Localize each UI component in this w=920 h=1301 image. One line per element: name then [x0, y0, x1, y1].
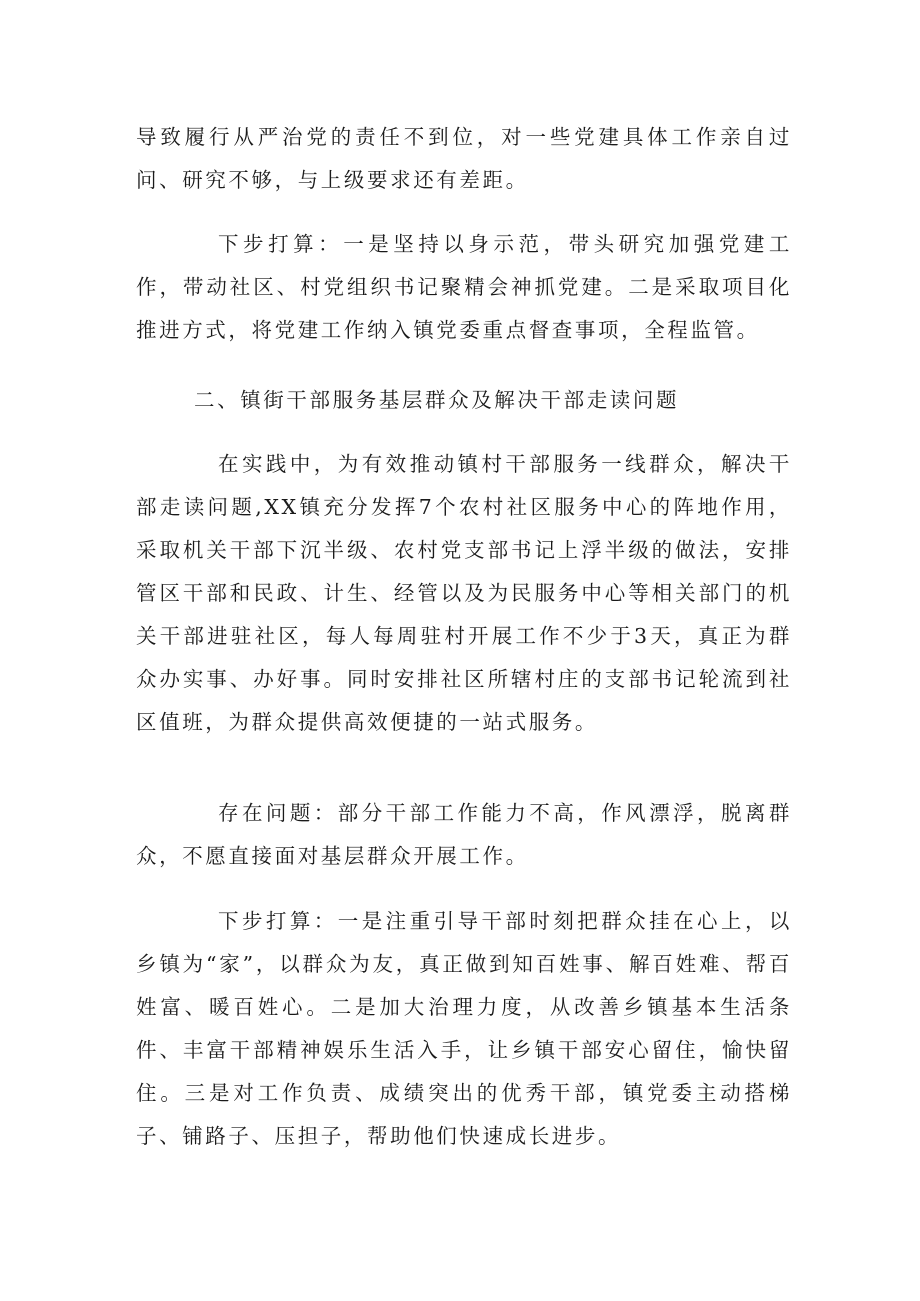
paragraph-text: 在实践中，为有效推动镇村干部服务一线群众，解决干部走读问题,XX镇充分发挥7个农村社区服务中心的阵地作用，采取机关干部下沉半级、农村党支部书记上浮半级的做法，安排管区干部和民政、计生、经管以及为民服务中心等相关部门的机关干部进驻社区，每人每周驻村开展工作不少于3天，真正为群众办实事、办好事。同时安排社区所辖村庄的支部书记轮流到社区值班，为群众提供高效便捷的一站式服务。: [136, 452, 792, 734]
paragraph-text: 存在问题：部分干部工作能力不高，作风漂浮，脱离群众，不愿直接面对基层群众开展工作。: [136, 801, 792, 868]
paragraph-text: 下步打算：一是坚持以身示范，带头研究加强党建工作，带动社区、村党组织书记聚精会神抓党建。二是采取项目化推进方式，将党建工作纳入镇党委重点督查事项，全程监管。: [136, 232, 792, 342]
paragraph-next-steps-party-building: [136, 223, 792, 352]
paragraph-practice: [136, 443, 792, 744]
paragraph-existing-problems: [136, 792, 792, 878]
section-heading-text: 二、镇街干部服务基层群众及解决干部走读问题: [194, 388, 680, 412]
section-heading-2: [136, 379, 792, 422]
paragraph-continuation: [136, 116, 792, 202]
paragraph-next-steps-cadres: [136, 900, 792, 1158]
paragraph-text: 导致履行从严治党的责任不到位，对一些党建具体工作亲自过问、研究不够，与上级要求还有差距。: [136, 125, 792, 192]
paragraph-text: 下步打算：一是注重引导干部时刻把群众挂在心上，以乡镇为“家”，以群众为友，真正做到知百姓事、解百姓难、帮百姓富、暖百姓心。二是加大治理力度，从改善乡镇基本生活条件、丰富干部精神娱乐生活入手，让乡镇干部安心留住，愉快留住。三是对工作负责、成绩突出的优秀干部，镇党委主动搭梯子、铺路子、压担子，帮助他们快速成长进步。: [136, 909, 792, 1148]
